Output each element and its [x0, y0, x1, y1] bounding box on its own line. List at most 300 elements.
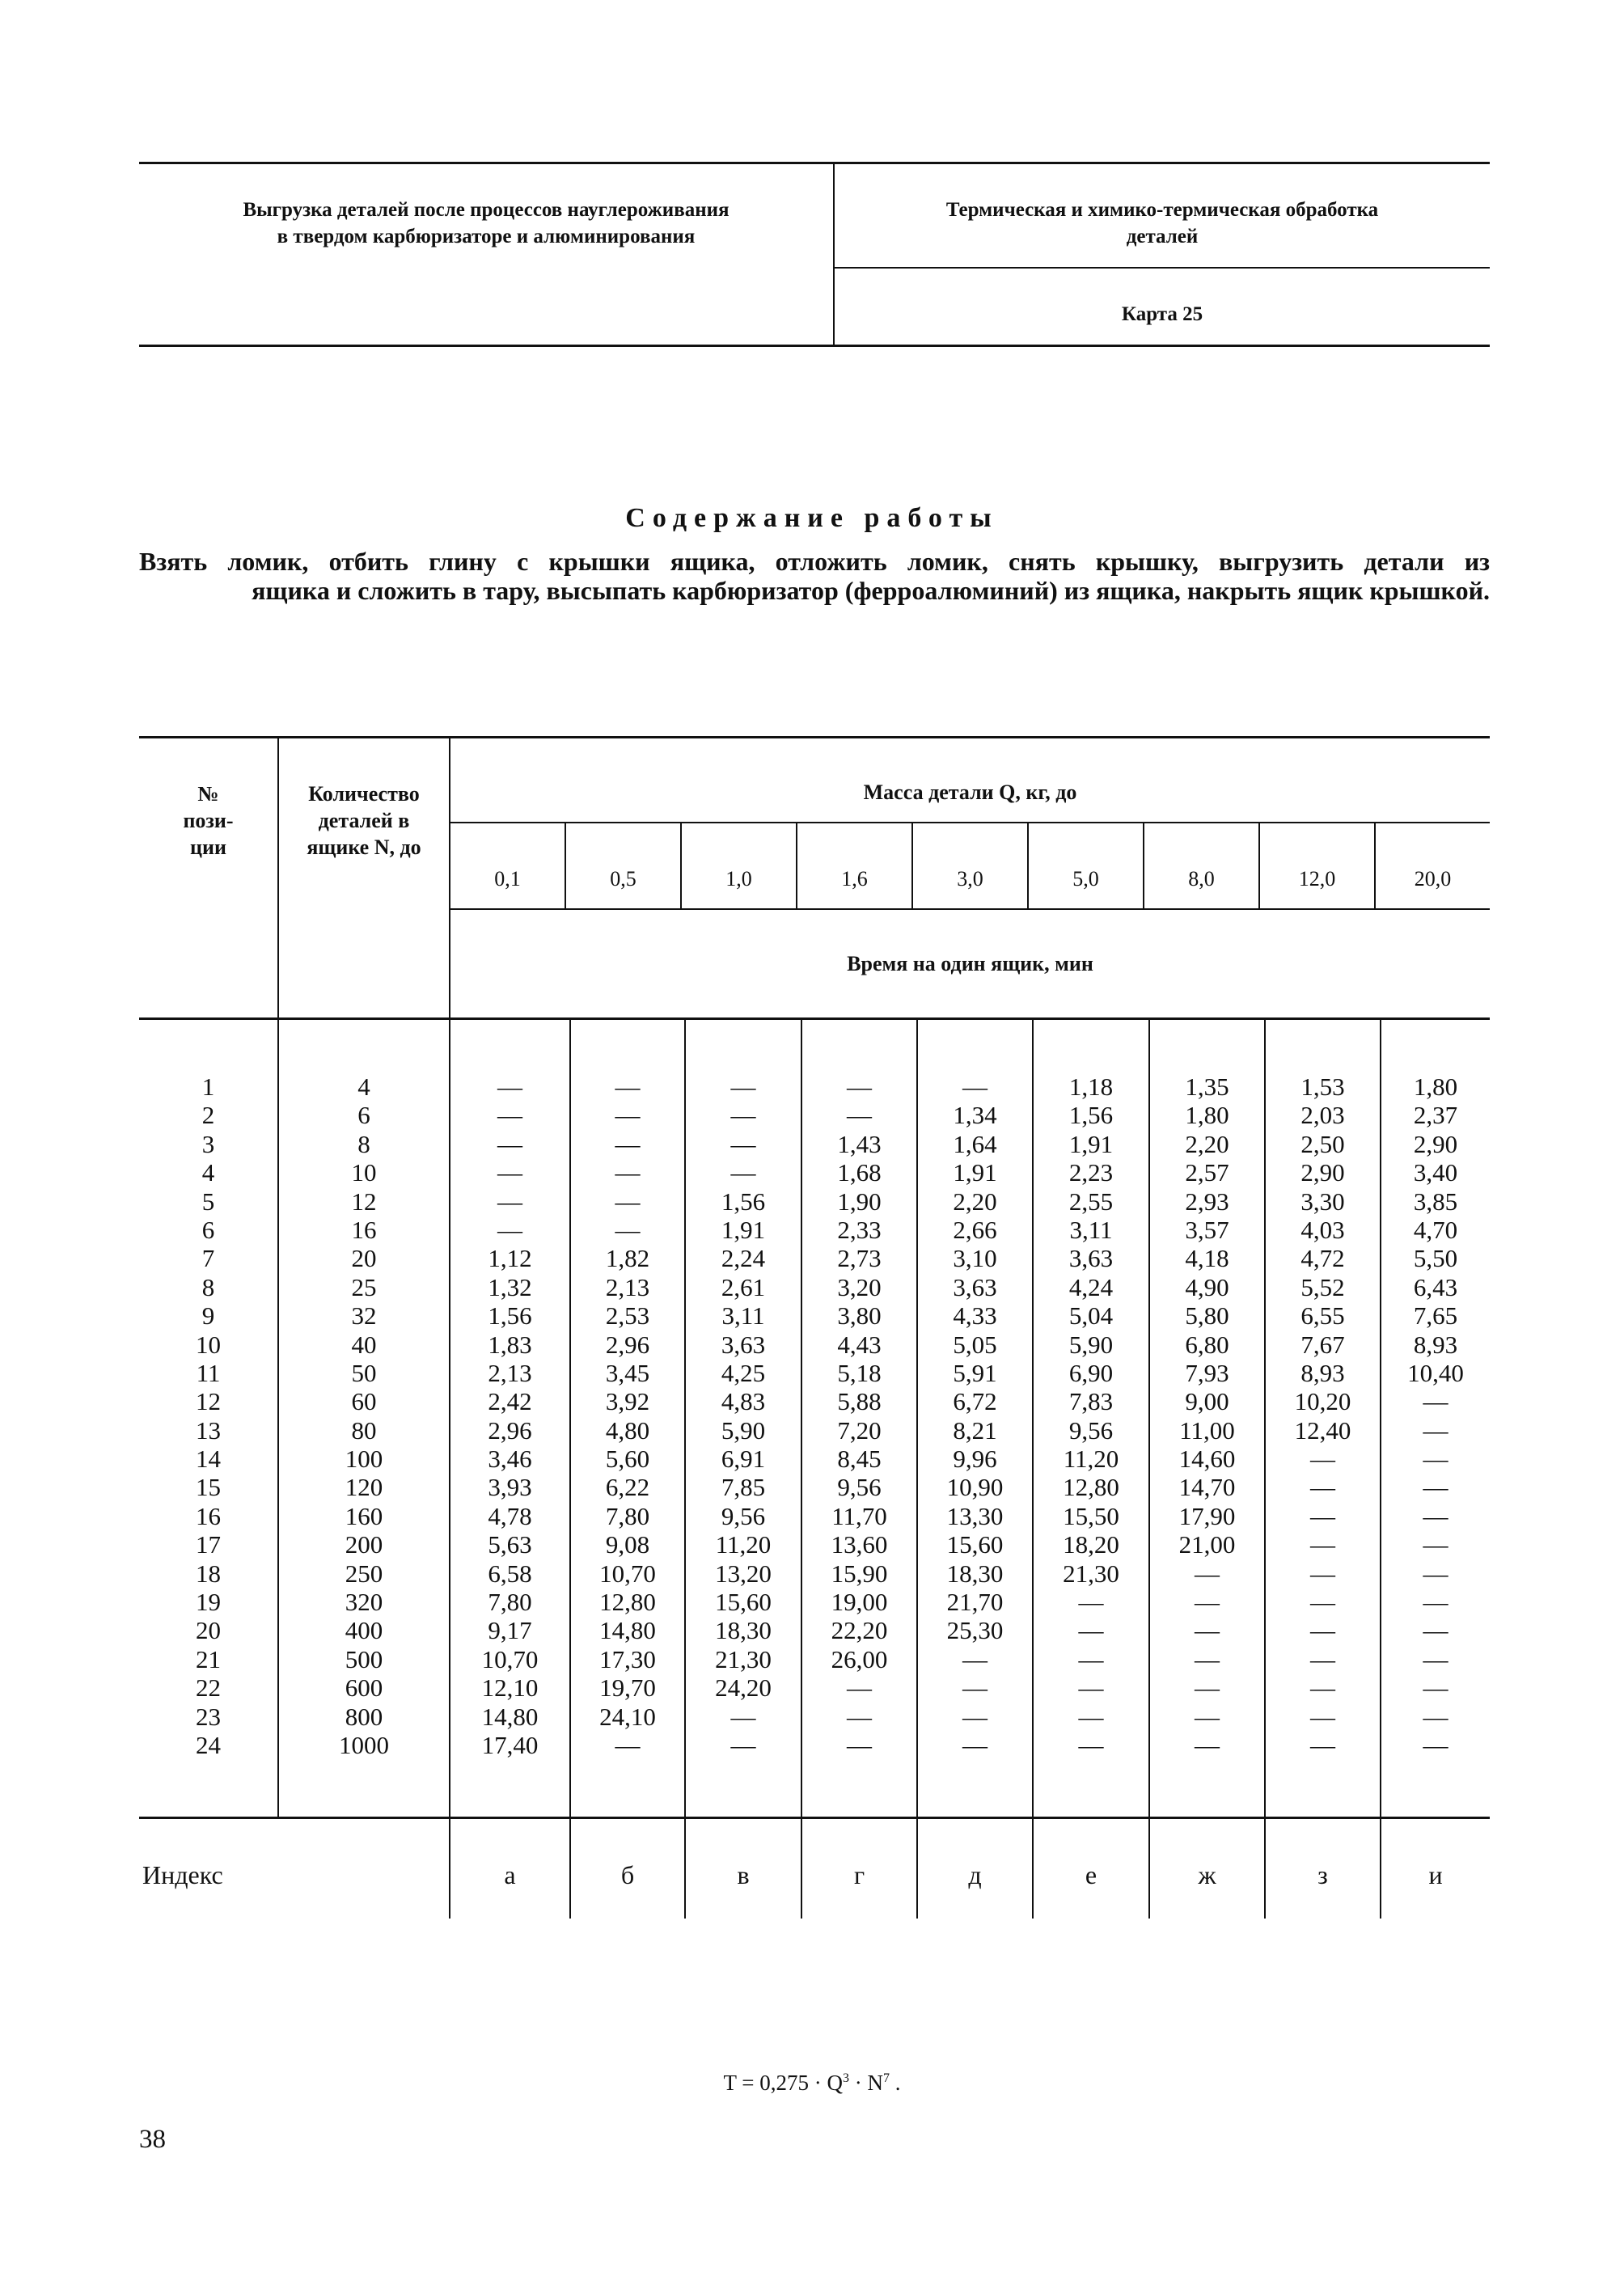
table-cell: 6,72	[953, 1387, 997, 1416]
table-cell: —	[1423, 1702, 1448, 1731]
table-cell: —	[1310, 1644, 1335, 1673]
table-cell: —	[847, 1101, 872, 1130]
table-cell: 22,20	[831, 1616, 888, 1645]
table-cell: 10,70	[481, 1644, 539, 1673]
table-cell: 5,04	[1068, 1301, 1114, 1331]
table-cell: 2,96	[488, 1415, 532, 1445]
table-cell: —	[730, 1730, 756, 1759]
table-cell: —	[730, 1072, 756, 1101]
index-z: з	[1317, 1860, 1328, 1889]
table-top-rule	[139, 736, 1490, 738]
table-cell: 24,20	[715, 1673, 772, 1703]
table-cell: —	[962, 1702, 988, 1731]
table-cell: 4,90	[1185, 1272, 1229, 1301]
table-cell: 4,83	[721, 1387, 766, 1416]
table-cell: 16	[351, 1215, 377, 1244]
table-cell: 18,30	[946, 1559, 1004, 1588]
table-cell: 1,80	[1185, 1101, 1229, 1130]
table-cell: 5,50	[1413, 1244, 1458, 1273]
table-cell: 7,20	[837, 1415, 882, 1445]
table-cell: 3,11	[721, 1301, 765, 1331]
mass-value-7: 8,0	[1188, 867, 1215, 891]
table-cell: 19,70	[599, 1673, 656, 1703]
table-cell: —	[1423, 1445, 1448, 1474]
table-cell: 100	[345, 1445, 383, 1474]
table-cell: 9,08	[605, 1530, 650, 1559]
table-cell: 1,56	[488, 1301, 532, 1331]
table-cell: —	[1310, 1473, 1335, 1502]
content-line-1: Взять ломик, отбить глину с крышки ящика, отложить ломик, снять крышку, выгрузить детали из	[139, 547, 1490, 576]
table-cell: 7,80	[488, 1588, 532, 1617]
positions-column	[139, 1072, 277, 1759]
table-cell: 2	[201, 1101, 215, 1130]
table-cell: 2,50	[1300, 1129, 1345, 1158]
table-cell: 2,20	[1185, 1129, 1229, 1158]
table-cell: —	[962, 1730, 988, 1759]
table-cell: 13,30	[946, 1501, 1004, 1530]
table-cell: 6	[201, 1215, 215, 1244]
table-cell: 22	[196, 1673, 221, 1703]
table-cell: 4,70	[1413, 1215, 1458, 1244]
table-cell: 9,00	[1185, 1387, 1229, 1416]
table-cell: 4	[357, 1072, 370, 1101]
table-cell: 7,83	[1068, 1387, 1114, 1416]
table-cell: —	[1078, 1588, 1104, 1617]
index-zh: ж	[1198, 1860, 1216, 1889]
table-cell: —	[730, 1129, 756, 1158]
table-header-bottom-rule	[139, 1017, 1490, 1020]
table-cell: 15,60	[715, 1588, 772, 1617]
table-cell: 2,90	[1413, 1129, 1458, 1158]
table-cell: 13,60	[831, 1530, 888, 1559]
table-cell: 12,80	[599, 1588, 656, 1617]
table-cell: —	[730, 1158, 756, 1187]
table-cell: 4,03	[1300, 1215, 1345, 1244]
table-cell: 24	[196, 1730, 221, 1759]
table-cell: 5,18	[837, 1358, 882, 1387]
table-cell: —	[1195, 1730, 1220, 1759]
col-quantity-header: Количество деталей в ящике N, до	[307, 782, 421, 859]
table-cell: —	[497, 1158, 522, 1187]
table-cell: —	[847, 1730, 872, 1759]
table-cell: 5,88	[837, 1387, 882, 1416]
table-cell: 1	[201, 1072, 215, 1101]
table-cell: 4,24	[1068, 1272, 1114, 1301]
table-cell: 3,63	[953, 1272, 997, 1301]
table-cell: 18	[196, 1559, 221, 1588]
table-cell: 1,43	[837, 1129, 882, 1158]
index-b: б	[620, 1860, 635, 1889]
table-cell: —	[1078, 1702, 1104, 1731]
table-cell: 160	[345, 1501, 383, 1530]
table-cell: 32	[351, 1301, 377, 1331]
table-cell: 500	[345, 1644, 383, 1673]
table-cell: —	[1078, 1616, 1104, 1645]
table-cell: 7,65	[1413, 1301, 1458, 1331]
table-cell: 5,90	[1068, 1330, 1114, 1359]
table-cell: —	[1195, 1559, 1220, 1588]
mass-value-4: 1,6	[841, 867, 868, 891]
table-cell: —	[1078, 1730, 1104, 1759]
table-cell: —	[1310, 1445, 1335, 1474]
table-cell: 5,63	[488, 1530, 532, 1559]
table-cell: 4,80	[605, 1415, 650, 1445]
table-cell: 17,40	[481, 1730, 539, 1759]
table-cell: —	[1195, 1673, 1220, 1703]
table-cell: —	[1423, 1530, 1448, 1559]
table-cell: 17	[196, 1530, 221, 1559]
table-cell: —	[1195, 1644, 1220, 1673]
table-cell: 120	[345, 1473, 383, 1502]
table-cell: 6	[357, 1101, 370, 1130]
table-cell: —	[497, 1072, 522, 1101]
table-cell: 1,35	[1185, 1072, 1229, 1101]
table-cell: —	[615, 1187, 641, 1216]
table-cell: —	[497, 1101, 522, 1130]
table-cell: 12	[351, 1187, 377, 1216]
table-cell: 7,67	[1300, 1330, 1345, 1359]
table-cell: 23	[196, 1702, 221, 1731]
table-body-bottom-rule	[139, 1817, 1490, 1819]
table-cell: —	[1423, 1415, 1448, 1445]
table-cell: —	[1310, 1501, 1335, 1530]
table-cell: 25,30	[946, 1616, 1004, 1645]
header-top-rule	[139, 162, 1490, 164]
mass-value-2: 0,5	[610, 867, 636, 891]
table-cell: 16	[196, 1501, 221, 1530]
table-cell: 18,30	[715, 1616, 772, 1645]
table-cell: 3,92	[605, 1387, 650, 1416]
table-cell: —	[497, 1215, 522, 1244]
table-cell: —	[615, 1101, 641, 1130]
table-cell: 15	[196, 1473, 221, 1502]
table-cell: 9,56	[721, 1501, 766, 1530]
table-cell: 1,18	[1068, 1072, 1114, 1101]
table-cell: 5	[201, 1187, 215, 1216]
table-cell: —	[847, 1072, 872, 1101]
time-column-b	[571, 1072, 684, 1759]
table-cell: 25	[351, 1272, 377, 1301]
table-cell: 2,93	[1185, 1187, 1229, 1216]
table-cell: 8	[201, 1272, 215, 1301]
table-cell: —	[1423, 1473, 1448, 1502]
table-cell: 2,42	[488, 1387, 532, 1416]
table-cell: 21,70	[946, 1588, 1004, 1617]
table-cell: 1,80	[1413, 1072, 1458, 1101]
table-cell: 3,20	[837, 1272, 882, 1301]
table-cell: 2,55	[1068, 1187, 1114, 1216]
time-column-a	[450, 1072, 569, 1759]
header-bottom-rule	[139, 345, 1490, 347]
table-cell: 21,00	[1178, 1530, 1236, 1559]
table-cell: 400	[345, 1616, 383, 1645]
table-cell: —	[1423, 1616, 1448, 1645]
table-cell: —	[1423, 1730, 1448, 1759]
page-number: 38	[139, 2125, 166, 2154]
table-cell: 1,90	[837, 1187, 882, 1216]
content-text	[139, 547, 1490, 605]
table-cell: 15,90	[831, 1559, 888, 1588]
table-cell: 200	[345, 1530, 383, 1559]
table-cell: 7	[201, 1244, 215, 1273]
time-column-e	[1034, 1072, 1148, 1759]
table-cell: 9	[201, 1301, 215, 1331]
table-cell: 4,18	[1185, 1244, 1229, 1273]
index-g: г	[853, 1860, 865, 1889]
mass-value-1: 0,1	[494, 867, 521, 891]
table-cell: 2,90	[1300, 1158, 1345, 1187]
header-left-title: Выгрузка деталей после процессов науглероживания в твердом карбюризаторе и алюминирования	[243, 199, 730, 247]
table-cell: 15,60	[946, 1530, 1004, 1559]
table-cell: 9,56	[837, 1473, 882, 1502]
table-cell: 2,66	[953, 1215, 997, 1244]
table-cell: 3,80	[837, 1301, 882, 1331]
table-cell: —	[1310, 1730, 1335, 1759]
table-cell: 10	[196, 1330, 221, 1359]
card-number: Карта 25	[1121, 303, 1203, 325]
table-cell: —	[1310, 1530, 1335, 1559]
table-cell: —	[730, 1101, 756, 1130]
table-cell: 1,34	[953, 1101, 997, 1130]
table-cell: 6,22	[605, 1473, 650, 1502]
table-cell: —	[615, 1215, 641, 1244]
table-cell: 6,90	[1068, 1358, 1114, 1387]
table-cell: 1,53	[1300, 1072, 1345, 1101]
table-cell: 7,93	[1185, 1358, 1229, 1387]
table-cell: 3,11	[1069, 1215, 1113, 1244]
table-cell: 10,70	[599, 1559, 656, 1588]
table-cell: 14,70	[1178, 1473, 1236, 1502]
table-cell: 600	[345, 1673, 383, 1703]
table-cell: 9,56	[1068, 1415, 1114, 1445]
table-cell: 5,52	[1300, 1272, 1345, 1301]
table-cell: 1,56	[721, 1187, 766, 1216]
table-cell: —	[615, 1158, 641, 1187]
table-cell: 2,13	[605, 1272, 650, 1301]
table-cell: 3,63	[721, 1330, 766, 1359]
table-cell: 14,60	[1178, 1445, 1236, 1474]
table-cell: 3,30	[1300, 1187, 1345, 1216]
table-cell: 40	[351, 1330, 377, 1359]
table-cell: 9,17	[488, 1616, 532, 1645]
table-cell: 800	[345, 1702, 383, 1731]
table-cell: 21	[196, 1644, 221, 1673]
table-cell: 17,30	[599, 1644, 656, 1673]
col-position-header: № пози- ции	[183, 782, 234, 859]
table-cell: 9,96	[953, 1445, 997, 1474]
table-cell: 13,20	[715, 1559, 772, 1588]
index-i: и	[1428, 1860, 1443, 1889]
time-column-i	[1381, 1072, 1490, 1759]
table-cell: 4,78	[488, 1501, 532, 1530]
table-cell: 20	[196, 1616, 221, 1645]
table-cell: —	[962, 1644, 988, 1673]
time-column-g	[802, 1072, 916, 1759]
mass-header: Масса детали Q, кг, до	[863, 781, 1077, 804]
table-cell: 3,93	[488, 1473, 532, 1502]
table-cell: 17,90	[1178, 1501, 1236, 1530]
table-cell: —	[1423, 1501, 1448, 1530]
index-a: а	[504, 1860, 516, 1889]
table-cell: 15,50	[1063, 1501, 1119, 1530]
mass-value-9: 20,0	[1414, 867, 1452, 891]
table-cell: 24,10	[599, 1702, 656, 1731]
table-cell: 8,45	[837, 1445, 882, 1474]
table-cell: —	[1195, 1616, 1220, 1645]
table-cell: 10,40	[1407, 1358, 1464, 1387]
content-line-2: ящика и сложить в тару, высыпать карбюризатор (ферроалюминий) из ящика, накрыть ящик крышкой.	[252, 576, 1490, 605]
table-cell: 11,20	[1063, 1445, 1119, 1474]
table-cell: 4,43	[837, 1330, 882, 1359]
mass-value-8: 12,0	[1298, 867, 1336, 891]
table-cell: 10,90	[946, 1473, 1004, 1502]
table-cell: 1,91	[953, 1158, 997, 1187]
table-cell: —	[1310, 1673, 1335, 1703]
table-cell: —	[847, 1702, 872, 1731]
table-cell: 12	[196, 1387, 221, 1416]
table-cell: 2,57	[1185, 1158, 1229, 1187]
table-cell: 2,37	[1413, 1101, 1458, 1130]
table-cell: 6,55	[1300, 1301, 1345, 1331]
time-column-zh	[1150, 1072, 1264, 1759]
table-cell: 1,32	[488, 1272, 532, 1301]
table-cell: 6,58	[488, 1559, 532, 1588]
table-cell: 21,30	[1063, 1559, 1119, 1588]
table-cell: 12,40	[1294, 1415, 1351, 1445]
table-cell: —	[1310, 1616, 1335, 1645]
table-cell: 3,63	[1068, 1244, 1114, 1273]
table-cell: 2,20	[953, 1187, 997, 1216]
table-cell: 21,30	[715, 1644, 772, 1673]
table-cell: 4,25	[721, 1358, 766, 1387]
table-cell: 18,20	[1063, 1530, 1119, 1559]
table-cell: 8,93	[1300, 1358, 1345, 1387]
table-cell: 1,82	[605, 1244, 650, 1273]
table-cell: 5,80	[1185, 1301, 1229, 1331]
table-cell: 3,46	[488, 1445, 532, 1474]
table-cell: 13	[196, 1415, 221, 1445]
table-cell: —	[1423, 1588, 1448, 1617]
table-cell: —	[1078, 1644, 1104, 1673]
table-cell: 11,20	[715, 1530, 772, 1559]
table-cell: 4,33	[953, 1301, 997, 1331]
table-cell: 2,33	[837, 1215, 882, 1244]
mass-values-rule	[449, 908, 1490, 910]
mass-header-rule	[449, 822, 1490, 823]
table-cell: 1,83	[488, 1330, 532, 1359]
table-cell: 3,10	[953, 1244, 997, 1273]
mass-value-5: 3,0	[957, 867, 983, 891]
table-cell: 1,91	[1068, 1129, 1114, 1158]
time-column-d	[918, 1072, 1032, 1759]
table-cell: 2,03	[1300, 1101, 1345, 1130]
table-cell: —	[962, 1072, 988, 1101]
table-cell: 8,93	[1413, 1330, 1458, 1359]
table-cell: 250	[345, 1559, 383, 1588]
table-cell: 26,00	[831, 1644, 888, 1673]
header-right-mid-rule	[833, 267, 1490, 269]
table-cell: —	[1310, 1559, 1335, 1588]
index-v: в	[737, 1860, 750, 1889]
time-column-z	[1266, 1072, 1380, 1759]
table-cell: 11	[196, 1358, 221, 1387]
table-cell: 11,00	[1179, 1415, 1235, 1445]
table-cell: 7,80	[605, 1501, 650, 1530]
time-header: Время на один ящик, мин	[847, 952, 1093, 975]
table-cell: 1,12	[488, 1244, 532, 1273]
table-cell: 80	[351, 1415, 377, 1445]
quantities-column	[279, 1072, 449, 1759]
table-cell: 14	[196, 1445, 221, 1474]
table-cell: 1,91	[721, 1215, 766, 1244]
formula: $T = 0,275 \cdot Q^3 \cdot N^7$ .	[723, 2071, 901, 2095]
table-cell: 2,24	[721, 1244, 766, 1273]
table-cell: —	[1423, 1644, 1448, 1673]
table-cell: 3,45	[605, 1358, 650, 1387]
table-cell: —	[615, 1129, 641, 1158]
table-cell: 14,80	[481, 1702, 539, 1731]
mass-value-3: 1,0	[725, 867, 752, 891]
index-e: е	[1085, 1860, 1097, 1889]
table-cell: —	[847, 1673, 872, 1703]
table-cell: 1000	[339, 1730, 389, 1759]
table-cell: 12,10	[481, 1673, 539, 1703]
table-cell: 6,43	[1413, 1272, 1458, 1301]
table-cell: 2,96	[605, 1330, 650, 1359]
table-cell: 5,60	[605, 1445, 650, 1474]
table-cell: 19	[196, 1588, 221, 1617]
table-cell: —	[1423, 1559, 1448, 1588]
content-heading: Содержание работы	[625, 503, 999, 533]
table-cell: 60	[351, 1387, 377, 1416]
time-column-v	[686, 1072, 801, 1759]
table-cell: 5,05	[953, 1330, 997, 1359]
table-cell: 6,80	[1185, 1330, 1229, 1359]
table-cell: 320	[345, 1588, 383, 1617]
table-cell: —	[1310, 1588, 1335, 1617]
table-cell: 10,20	[1294, 1387, 1351, 1416]
table-cell: 8,21	[953, 1415, 997, 1445]
table-cell: 3,40	[1413, 1158, 1458, 1187]
table-cell: —	[730, 1702, 756, 1731]
table-cell: —	[497, 1187, 522, 1216]
table-cell: —	[497, 1129, 522, 1158]
table-cell: 11,70	[831, 1501, 887, 1530]
table-cell: 3	[201, 1129, 215, 1158]
table-cell: —	[1310, 1702, 1335, 1731]
table-cell: 2,13	[488, 1358, 532, 1387]
table-cell: —	[1195, 1702, 1220, 1731]
table-cell: 3,57	[1185, 1215, 1229, 1244]
table-cell: 5,90	[721, 1415, 766, 1445]
mass-value-6: 5,0	[1072, 867, 1099, 891]
table-cell: 19,00	[831, 1588, 888, 1617]
table-cell: 14,80	[599, 1616, 656, 1645]
table-cell: 8	[357, 1129, 370, 1158]
table-cell: —	[962, 1673, 988, 1703]
table-cell: 1,56	[1068, 1101, 1114, 1130]
table-cell: —	[1078, 1673, 1104, 1703]
table-cell: —	[1195, 1588, 1220, 1617]
table-cell: 12,80	[1063, 1473, 1119, 1502]
table-cell: 6,91	[721, 1445, 766, 1474]
table-cell: 10	[351, 1158, 377, 1187]
table-cell: 2,61	[721, 1272, 766, 1301]
table-cell: 4	[201, 1158, 215, 1187]
table-cell: 20	[351, 1244, 377, 1273]
table-cell: 2,23	[1068, 1158, 1114, 1187]
table-cell: 7,85	[721, 1473, 766, 1502]
